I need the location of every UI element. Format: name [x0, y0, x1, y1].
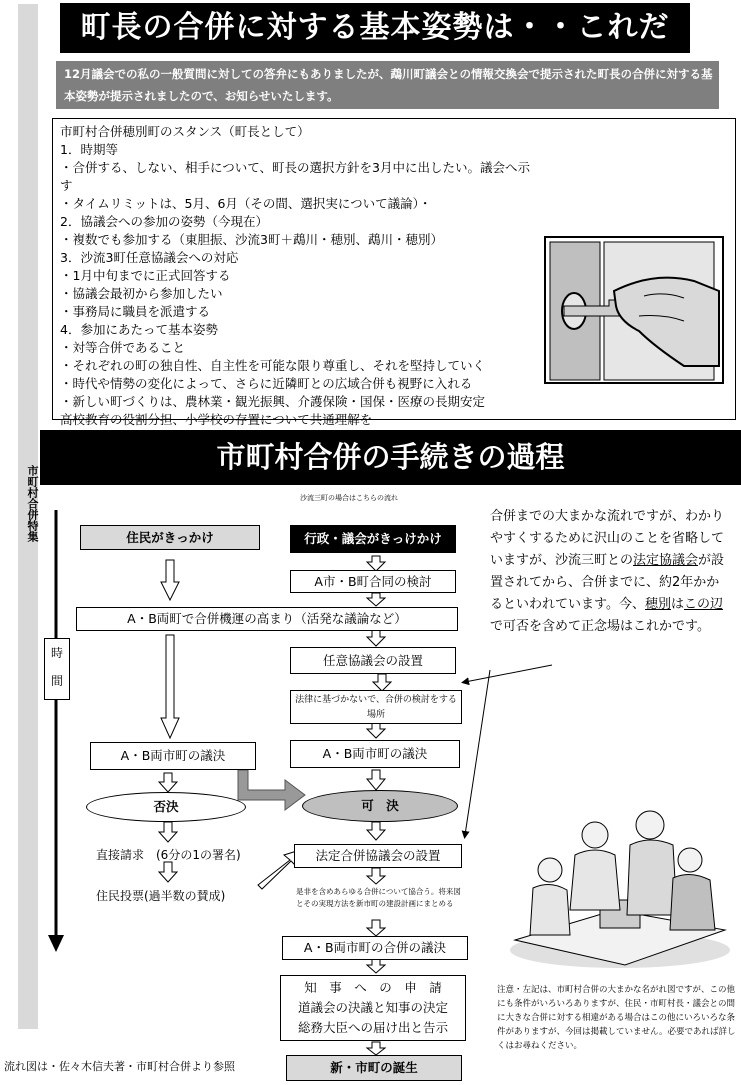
- stance-line: ・対等合併であること: [60, 340, 186, 355]
- right-explanation: 合併までの大まかな流れですが、わかりやすくするために沢山のことを省略していますが、沙流三町との法定協議会が設置されてから、合併までに、約2年かかるといわれています。今、穂別はこの辺で可否を含めて正念場はこれかです。: [490, 509, 725, 634]
- referendum-text: 住民投票(過半数の賛成): [96, 889, 226, 903]
- meeting-illustration: [505, 800, 735, 970]
- voluntary-desc-box: 法律に基づかないで、合併の検討をする場所: [290, 690, 462, 724]
- stance-line: 1．時期等: [60, 142, 118, 157]
- source-note: 流れ図は・佐々木信夫著・市町村合併より参照: [4, 1060, 235, 1073]
- voluntary-council-box: 任意協議会の設置: [290, 647, 456, 674]
- stance-line: ・タイムリミットは、5月、6月（その間、選択実について議論）・: [60, 196, 432, 211]
- resolution-left-box: A・B両市町の議決: [90, 742, 256, 770]
- resident-trigger-box: 住民がきっかけ: [80, 525, 260, 550]
- stance-line: ・1月中旬までに正式回答する: [60, 268, 231, 283]
- stance-line: 2．協議会への参加の姿勢（今現在）: [60, 214, 268, 229]
- stance-line: ・合併する、しない、相手について、町長の選択方針を3月中に出したい。議会へ示す: [60, 160, 530, 193]
- page-title: 町長の合併に対する基本姿勢は・・これだ: [60, 3, 690, 53]
- ab-study-box: A市・B町合同の検討: [290, 570, 456, 593]
- side-label: 市町村合併特集: [26, 465, 39, 542]
- stance-line: ・事務局に職員を派遣する: [60, 304, 211, 319]
- time-label-box: 時 間: [44, 638, 70, 700]
- stance-line: 3．沙流3町任意協議会への対応: [60, 250, 239, 265]
- legal-council-box: 法定合併協議会の設置: [294, 844, 462, 868]
- intro-text: 12月議会での私の一般質問に対しての答弁にもありましたが、鵡川町議会との情報交換会で提示された町長の合併に対する基本姿勢が提示されましたので、お知らせいたします。: [56, 61, 719, 109]
- stance-line: 市町村合併穂別町のスタンス（町長として）: [60, 124, 310, 139]
- governor-line-3: 総務大臣への届け出と告示: [297, 1020, 448, 1035]
- stance-line: ・複数でも参加する（東胆振、沙流3町＋鵡川・穂別、鵡川・穂別）: [60, 232, 443, 247]
- stance-line: 4．参加にあたって基本姿勢: [60, 322, 218, 337]
- rejected-ellipse: 否決: [86, 792, 246, 822]
- bottom-note: 注意・左記は、市町村合併の大まかな名がれ図ですが、この他にも条件がいろいろありますが、住民・市町村長・議会との間に大きな合併に対する相違がある場合はこの他にいろいろな条件がありますが、今回は掲載していません。必要であれば詳しくはお尋ねください。: [497, 985, 736, 1051]
- governor-line-1: 知 事 へ の 申 請: [304, 980, 442, 995]
- legal-desc-text: 是非を含めあらゆる合併について協合う。将来図とその実現方法を新市町の建設計画にまとめる: [296, 887, 461, 908]
- governor-line-2: 道議会の決議と知事の決定: [297, 1000, 448, 1015]
- stance-line: ・時代や情勢の変化によって、さらに近隣町との広域合併も視野に入れる: [60, 376, 473, 391]
- section-title: 市町村合併の手続きの過程: [40, 430, 741, 485]
- stance-line: ・それぞれの町の独自性、自主性を可能な限り尊重し、それを堅持していく: [60, 358, 486, 373]
- momentum-box: A・B両町で合併機運の高まり（活発な議論など）: [76, 607, 458, 631]
- flow-note: 沙流三町の場合はこちらの流れ: [300, 494, 398, 502]
- governor-box: [280, 975, 466, 1041]
- admin-trigger-box: 行政・議会がきっけかけ: [290, 525, 456, 553]
- stance-line: 高校教育の役割分担、小学校の存置について共通理解を: [60, 412, 373, 427]
- approved-ellipse: 可 決: [302, 790, 458, 822]
- merge-resolution-box: A・B両市町の合併の議決: [282, 936, 468, 960]
- resolution-right-box: A・B両市町の議決: [290, 740, 460, 768]
- direct-request-text: 直接請求 (6分の1の署名): [96, 848, 241, 862]
- stance-line: ・新しい町づくりは、農林業・観光振興、介護保険・国保・医療の長期安定: [60, 394, 486, 409]
- new-town-box: 新・市町の誕生: [286, 1055, 462, 1081]
- stance-line: ・協議会最初から参加したい: [60, 286, 223, 301]
